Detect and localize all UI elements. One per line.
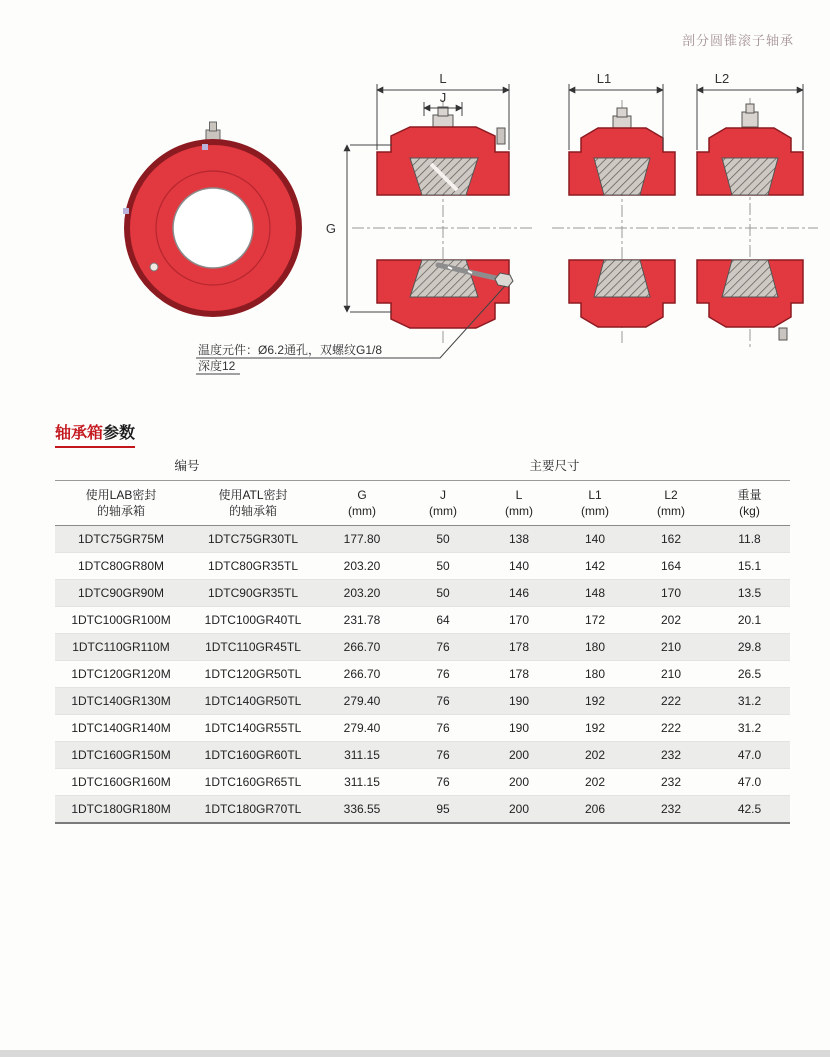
- value-cell: 164: [633, 553, 709, 580]
- value-cell: 15.1: [709, 553, 790, 580]
- col-header-line: (mm): [429, 504, 457, 519]
- value-cell: 178: [481, 634, 557, 661]
- drain-hole: [150, 263, 158, 271]
- value-cell: 192: [557, 688, 633, 715]
- value-cell: 231.78: [319, 607, 405, 634]
- col-header-weight: [709, 481, 790, 526]
- model-cell: 1DTC160GR65TL: [187, 769, 319, 796]
- value-cell: 50: [405, 580, 481, 607]
- callout-text-line2: 深度12: [198, 359, 236, 373]
- col-header-atl-seal: [187, 481, 319, 526]
- model-cell: 1DTC120GR50TL: [187, 661, 319, 688]
- value-cell: 76: [405, 688, 481, 715]
- col-header-g: [319, 481, 405, 526]
- value-cell: 178: [481, 661, 557, 688]
- model-cell: 1DTC180GR70TL: [187, 796, 319, 824]
- table-column-header-row: [55, 481, 790, 526]
- bearing-housing-drawing: [0, 60, 830, 410]
- value-cell: 64: [405, 607, 481, 634]
- model-cell: 1DTC160GR60TL: [187, 742, 319, 769]
- value-cell: 26.5: [709, 661, 790, 688]
- section-title-rest: 参数: [103, 425, 136, 442]
- table-row: [55, 553, 790, 580]
- col-header-line: G: [357, 488, 367, 502]
- table-row: [55, 769, 790, 796]
- col-header-line: 的轴承箱: [96, 504, 145, 519]
- table-row: [55, 607, 790, 634]
- value-cell: 202: [557, 769, 633, 796]
- cap-bolt-3: [742, 112, 758, 127]
- value-cell: 180: [557, 661, 633, 688]
- table-row: [55, 634, 790, 661]
- col-header-lab-seal: [55, 481, 187, 526]
- model-cell: 1DTC140GR55TL: [187, 715, 319, 742]
- group-header-id: 编号: [55, 450, 319, 481]
- value-cell: 31.2: [709, 688, 790, 715]
- model-cell: 1DTC140GR50TL: [187, 688, 319, 715]
- value-cell: 170: [633, 580, 709, 607]
- bearing-section-top-2: [594, 158, 650, 195]
- table-row: [55, 526, 790, 553]
- callout-text-line1: 温度元件：Ø6.2通孔，双螺纹G1/8: [198, 343, 383, 357]
- technical-drawing: [0, 60, 830, 410]
- cap-plug-tip-2: [617, 108, 627, 117]
- table-row: [55, 580, 790, 607]
- table-body: [55, 526, 790, 824]
- section-title: [55, 420, 135, 448]
- value-cell: 76: [405, 634, 481, 661]
- col-header-l2: [633, 481, 709, 526]
- bottom-stud-3: [779, 328, 787, 340]
- model-cell: 1DTC90GR35TL: [187, 580, 319, 607]
- front-view: [123, 122, 302, 317]
- col-header-line: 使用ATL密封: [218, 488, 288, 502]
- value-cell: 311.15: [319, 769, 405, 796]
- table-row: [55, 661, 790, 688]
- model-cell: 1DTC110GR45TL: [187, 634, 319, 661]
- col-header-j: [405, 481, 481, 526]
- page-bottom-divider: [0, 1050, 830, 1057]
- value-cell: 146: [481, 580, 557, 607]
- value-cell: 140: [557, 526, 633, 553]
- value-cell: 200: [481, 796, 557, 824]
- model-cell: 1DTC80GR80M: [55, 553, 187, 580]
- model-cell: 1DTC110GR110M: [55, 634, 187, 661]
- col-header-line: J: [440, 488, 446, 502]
- col-header-line: L: [515, 488, 523, 502]
- dim-label-L1: L1: [596, 71, 612, 86]
- col-header-line: (mm): [505, 504, 533, 519]
- value-cell: 140: [481, 553, 557, 580]
- cap-plug-2: [613, 116, 631, 128]
- value-cell: 50: [405, 526, 481, 553]
- model-cell: 1DTC160GR150M: [55, 742, 187, 769]
- page-header-title: 剖分圆锥滚子轴承: [681, 33, 794, 48]
- value-cell: 76: [405, 661, 481, 688]
- table-header: [55, 450, 790, 526]
- value-cell: 210: [633, 634, 709, 661]
- value-cell: 170: [481, 607, 557, 634]
- value-cell: 190: [481, 688, 557, 715]
- value-cell: 311.15: [319, 742, 405, 769]
- value-cell: 31.2: [709, 715, 790, 742]
- value-cell: 203.20: [319, 580, 405, 607]
- tick-mark-left: [123, 208, 129, 214]
- value-cell: 162: [633, 526, 709, 553]
- dim-label-L: L: [439, 71, 447, 86]
- model-cell: 1DTC160GR160M: [55, 769, 187, 796]
- top-plug-tip: [210, 122, 217, 131]
- value-cell: 222: [633, 715, 709, 742]
- model-cell: 1DTC140GR130M: [55, 688, 187, 715]
- model-cell: 1DTC75GR75M: [55, 526, 187, 553]
- value-cell: 180: [557, 634, 633, 661]
- col-header-l: [481, 481, 557, 526]
- model-cell: 1DTC100GR40TL: [187, 607, 319, 634]
- page-header: [682, 30, 794, 49]
- value-cell: 192: [557, 715, 633, 742]
- value-cell: 203.20: [319, 553, 405, 580]
- value-cell: 172: [557, 607, 633, 634]
- dim-label-G: G: [325, 221, 336, 236]
- section-view-1: [326, 71, 534, 345]
- bearing-section-bottom-2: [594, 260, 650, 297]
- value-cell: 138: [481, 526, 557, 553]
- col-header-line: (mm): [348, 504, 376, 519]
- bearing-section-top-3: [722, 158, 778, 195]
- col-header-line: L2: [664, 488, 678, 502]
- value-cell: 279.40: [319, 688, 405, 715]
- value-cell: 29.8: [709, 634, 790, 661]
- value-cell: 50: [405, 553, 481, 580]
- value-cell: 232: [633, 769, 709, 796]
- value-cell: 190: [481, 715, 557, 742]
- model-cell: 1DTC140GR140M: [55, 715, 187, 742]
- value-cell: 279.40: [319, 715, 405, 742]
- col-header-line: L1: [588, 488, 602, 502]
- value-cell: 232: [633, 796, 709, 824]
- cap-bolt-tip-3: [746, 104, 754, 113]
- col-header-l1: [557, 481, 633, 526]
- section-view-2: [552, 71, 692, 345]
- value-cell: 266.70: [319, 661, 405, 688]
- value-cell: 47.0: [709, 769, 790, 796]
- value-cell: 142: [557, 553, 633, 580]
- table-row: [55, 796, 790, 824]
- model-cell: 1DTC100GR100M: [55, 607, 187, 634]
- value-cell: 11.8: [709, 526, 790, 553]
- section-view-3: [682, 71, 818, 348]
- value-cell: 200: [481, 769, 557, 796]
- col-header-line: (kg): [739, 504, 760, 519]
- value-cell: 76: [405, 715, 481, 742]
- table-row: [55, 688, 790, 715]
- value-cell: 210: [633, 661, 709, 688]
- table-group-header-row: [55, 450, 790, 481]
- shaft-hole: [173, 188, 253, 268]
- model-cell: 1DTC90GR90M: [55, 580, 187, 607]
- col-header-line: (mm): [657, 504, 685, 519]
- value-cell: 177.80: [319, 526, 405, 553]
- model-cell: 1DTC120GR120M: [55, 661, 187, 688]
- parameters-table: [55, 450, 790, 824]
- value-cell: 76: [405, 769, 481, 796]
- group-header-dims: 主要尺寸: [319, 450, 790, 481]
- value-cell: 202: [557, 742, 633, 769]
- col-header-line: 重量: [737, 488, 762, 502]
- value-cell: 266.70: [319, 634, 405, 661]
- value-cell: 202: [633, 607, 709, 634]
- cap-plug: [433, 115, 453, 128]
- grease-nipple: [497, 128, 505, 144]
- bearing-section-bottom-3: [722, 260, 778, 297]
- model-cell: 1DTC75GR30TL: [187, 526, 319, 553]
- value-cell: 20.1: [709, 607, 790, 634]
- table-row: [55, 715, 790, 742]
- model-cell: 1DTC80GR35TL: [187, 553, 319, 580]
- value-cell: 148: [557, 580, 633, 607]
- col-header-line: (mm): [581, 504, 609, 519]
- value-cell: 200: [481, 742, 557, 769]
- section-title-red: 轴承箱: [55, 425, 104, 442]
- value-cell: 76: [405, 742, 481, 769]
- value-cell: 206: [557, 796, 633, 824]
- tick-mark-top: [202, 144, 208, 150]
- dim-label-L2: L2: [714, 71, 730, 86]
- col-header-line: 的轴承箱: [228, 504, 277, 519]
- col-header-line: 使用LAB密封: [85, 488, 157, 502]
- value-cell: 232: [633, 742, 709, 769]
- value-cell: 222: [633, 688, 709, 715]
- dim-label-J: J: [439, 90, 447, 105]
- value-cell: 42.5: [709, 796, 790, 824]
- table-row: [55, 742, 790, 769]
- model-cell: 1DTC180GR180M: [55, 796, 187, 824]
- value-cell: 336.55: [319, 796, 405, 824]
- value-cell: 95: [405, 796, 481, 824]
- value-cell: 13.5: [709, 580, 790, 607]
- value-cell: 47.0: [709, 742, 790, 769]
